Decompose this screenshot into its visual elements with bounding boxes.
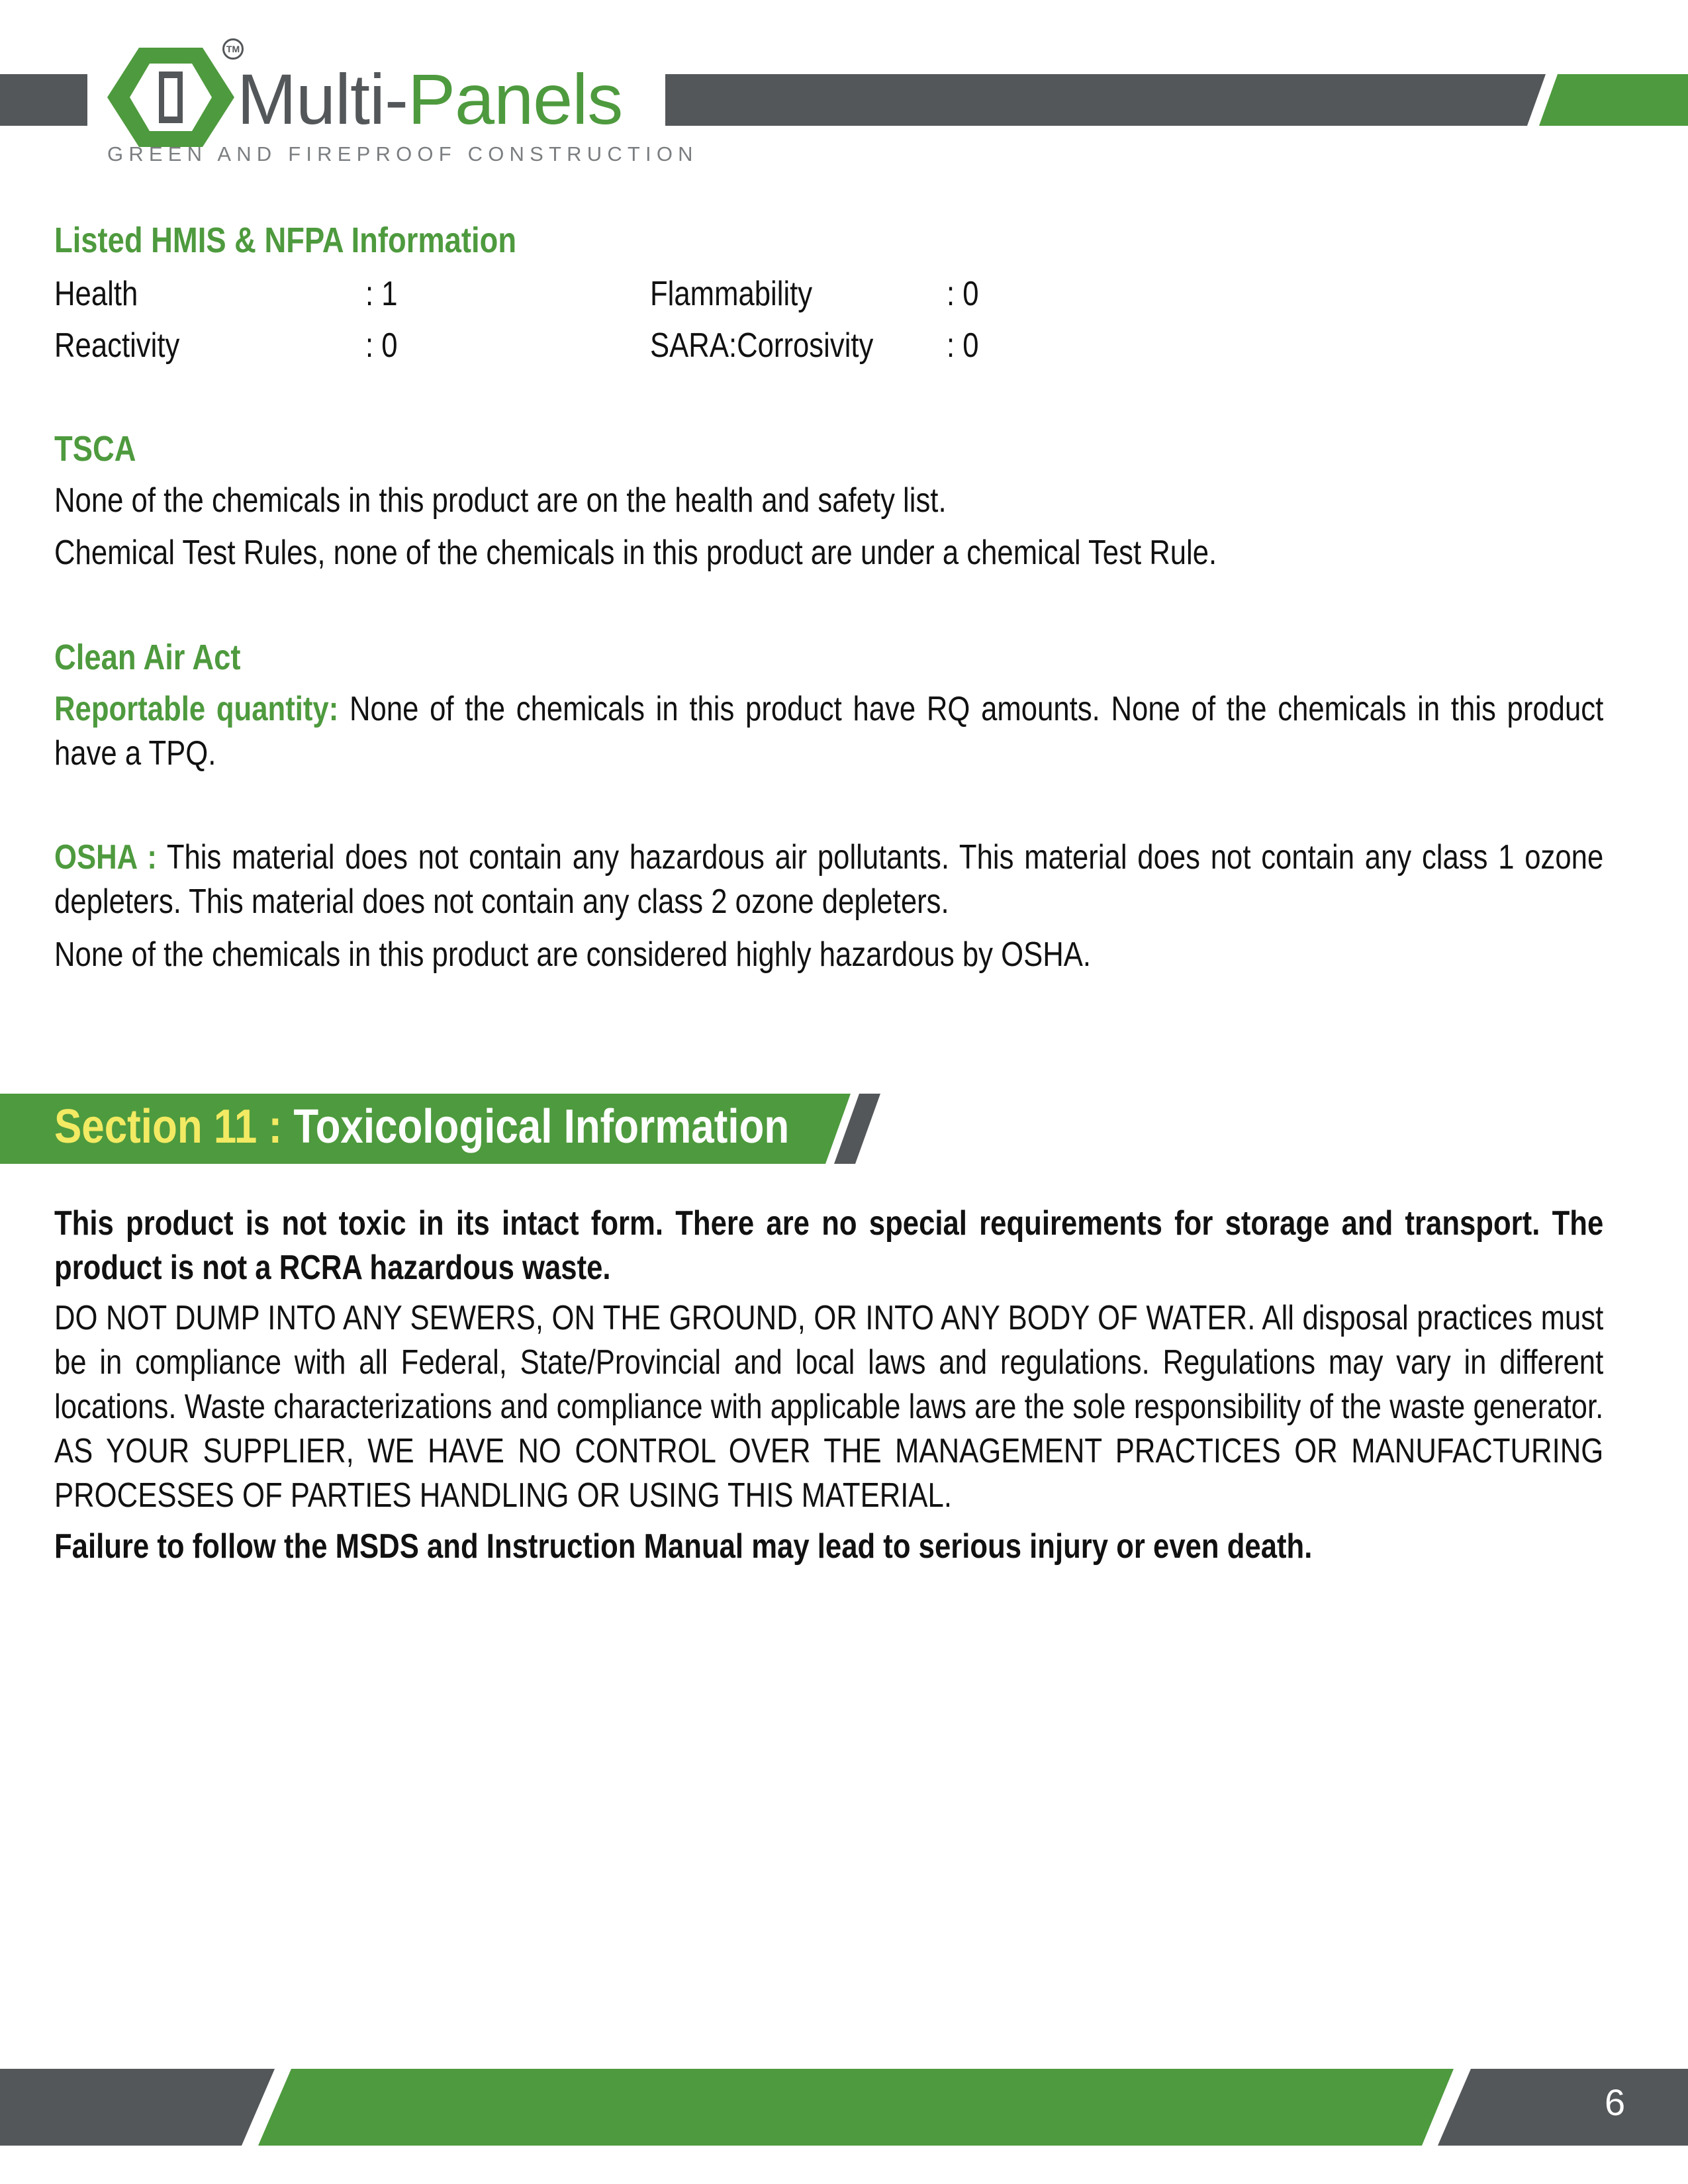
reportable-quantity-text: None of the chemicals in this product have RQ amounts. None of the chemicals in this product have a TPQ.: [54, 690, 1604, 773]
osha-paragraph: [54, 835, 1603, 924]
hmis-row-reactivity-label: Reactivity: [54, 326, 180, 365]
clean-air-paragraph: [54, 687, 1603, 776]
section-11-warning: Failure to follow the MSDS and Instruction Manual may lead to serious injury or even death.: [54, 1527, 1313, 1566]
section-number: Section 11 :: [54, 1100, 283, 1153]
hmis-row-reactivity-value: : 0: [365, 326, 398, 365]
hmis-row-health-label: Health: [54, 275, 138, 313]
brand-logo-text: [237, 59, 623, 139]
brand-name-part1: Multi-: [237, 59, 408, 139]
reportable-quantity-label: Reportable quantity:: [54, 690, 339, 728]
hmis-row-corrosivity-value: : 0: [947, 326, 979, 365]
osha-line-2: None of the chemicals in this product are considered highly hazardous by OSHA.: [54, 935, 1092, 974]
page-number: 6: [1605, 2081, 1626, 2123]
footer-bar: [0, 2069, 1688, 2146]
tsca-line-2: Chemical Test Rules, none of the chemicals in this product are under a chemical Test Rule.: [54, 534, 1217, 572]
hmis-row-flammability-label: Flammability: [650, 275, 813, 313]
brand-tagline: GREEN AND FIREPROOF CONSTRUCTION: [107, 142, 698, 166]
header-bar-left: [0, 74, 87, 126]
hmis-row-corrosivity-label: SARA:Corrosivity: [650, 326, 874, 365]
logo-hexagon-icon: [105, 45, 237, 150]
clean-air-heading: Clean Air Act: [54, 638, 241, 677]
brand-name-part2: Panels: [408, 59, 623, 139]
hmis-row-health-value: : 1: [365, 275, 398, 313]
section-11-body-paragraph: DO NOT DUMP INTO ANY SEWERS, ON THE GROUND, OR INTO ANY BODY OF WATER. All disposal practices must be in compliance with all Federal, State/Provincial and local laws and regulations. Regulations may vary in different locations. Waste characterizations and compliance with applicable laws are the sole responsibility of the waste generator. AS YOUR SUPPLIER, WE HAVE NO CONTROL OVER THE MANAGEMENT PRACTICES OR MANUFACTURING PROCESSES OF PARTIES HANDLING OR USING THIS MATERIAL.: [54, 1299, 1604, 1515]
osha-text: This material does not contain any hazardous air pollutants. This material does not contain any class 1 ozone depleters. This material does not contain any class 2 ozone depleters.: [54, 838, 1604, 921]
tsca-heading: TSCA: [54, 429, 136, 469]
hmis-row-flammability-value: : 0: [947, 275, 979, 313]
section-11-title: [54, 1094, 789, 1160]
trademark-symbol: TM: [222, 38, 244, 60]
section-title: Toxicological Information: [293, 1100, 790, 1153]
tsca-line-1: None of the chemicals in this product are on the health and safety list.: [54, 481, 947, 520]
hmis-heading: Listed HMIS & NFPA Information: [54, 220, 517, 260]
header-bar-right: [665, 74, 1688, 126]
osha-label: OSHA :: [54, 838, 157, 877]
section-11-bold-paragraph: This product is not toxic in its intact form. There are no special requirements for storage and transport. The product is not a RCRA hazardous waste.: [54, 1204, 1604, 1287]
